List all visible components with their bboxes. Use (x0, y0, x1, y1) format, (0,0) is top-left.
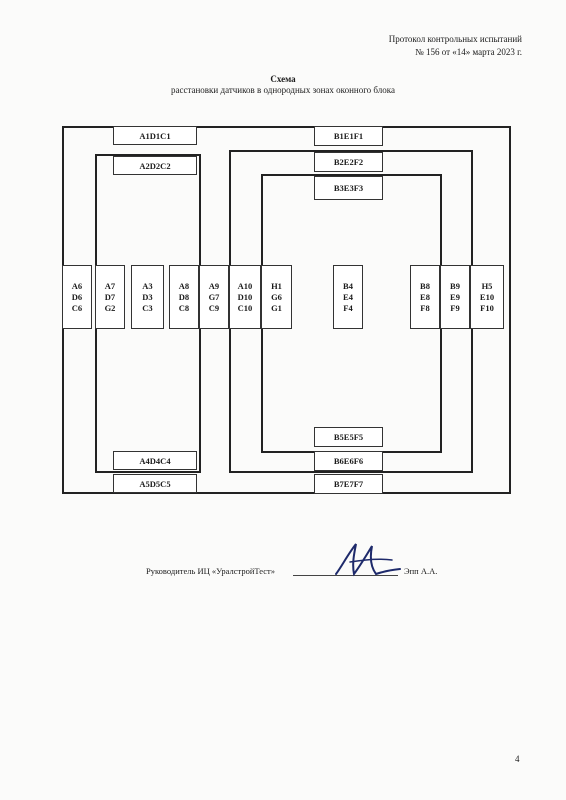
sensor-code: C10 (237, 302, 253, 313)
page-number: 4 (515, 754, 520, 764)
sensor-code: C8 (178, 302, 190, 313)
sensor-label-b7e7f7: B7E7F7 (314, 474, 383, 494)
sensor-code: A7 (104, 280, 116, 291)
sensor-code: B9 (450, 280, 460, 291)
sensor-label-a4d4c4: A4D4C4 (113, 451, 197, 470)
sensor-code: D10 (237, 291, 253, 302)
sensor-code: A10 (237, 280, 253, 291)
sensor-column-a9 (199, 265, 229, 329)
sensor-code: F9 (450, 302, 460, 313)
sensor-code: H5 (481, 280, 493, 291)
sensor-label-a1d1c1: A1D1C1 (113, 126, 197, 145)
sensor-label-a2d2c2: A2D2C2 (113, 156, 197, 175)
signatory-role: Руководитель ИЦ «УралстройТест» (146, 566, 275, 576)
sensor-code: D3 (142, 291, 153, 302)
scheme-title: Схема (270, 74, 296, 84)
sensor-label-b5e5f5: B5E5F5 (314, 427, 383, 447)
sensor-column-a8 (169, 265, 199, 329)
sensor-label-b1e1f1: B1E1F1 (314, 126, 383, 146)
sensor-code: F4 (343, 302, 353, 313)
sensor-code: H1 (271, 280, 282, 291)
sensor-code: G2 (104, 302, 116, 313)
sensor-column-b4 (333, 265, 363, 329)
scheme-subtitle: расстановки датчиков в однородных зонах оконного блока (170, 85, 396, 95)
sensor-code: A3 (142, 280, 153, 291)
sensor-column-a10 (229, 265, 261, 329)
protocol-header (389, 34, 522, 58)
sensor-code: E9 (450, 291, 460, 302)
sensor-label-a5d5c5: A5D5C5 (113, 474, 197, 493)
handwritten-signature (330, 536, 410, 582)
protocol-number-line: № 156 от «14» марта 2023 г. (415, 47, 522, 57)
sensor-code: G7 (208, 291, 220, 302)
sensor-code: F10 (480, 302, 494, 313)
sensor-code: D6 (71, 291, 83, 302)
sensor-code: A9 (208, 280, 220, 291)
sensor-code: A6 (71, 280, 83, 291)
sensor-code: C3 (142, 302, 153, 313)
sensor-column-h5 (470, 265, 504, 329)
sensor-column-b9 (440, 265, 470, 329)
sensor-code: C6 (71, 302, 83, 313)
sensor-code: E8 (420, 291, 430, 302)
sensor-column-a3 (131, 265, 164, 329)
sensor-column-h1 (261, 265, 292, 329)
protocol-title-line: Протокол контрольных испытаний (388, 34, 522, 44)
sensor-column-a6 (62, 265, 92, 329)
signatory-name: Эпп А.А. (404, 566, 438, 576)
sensor-code: C9 (208, 302, 220, 313)
sensor-code: G6 (271, 291, 282, 302)
sensor-code: A8 (178, 280, 190, 291)
sensor-code: E10 (479, 291, 495, 302)
sensor-column-b8 (410, 265, 440, 329)
sensor-code: D7 (104, 291, 116, 302)
sensor-code: D8 (178, 291, 190, 302)
sensor-column-a7 (95, 265, 125, 329)
sensor-code: B4 (343, 280, 353, 291)
sensor-code: F8 (420, 302, 430, 313)
sensor-code: G1 (271, 302, 282, 313)
sensor-label-b2e2f2: B2E2F2 (314, 152, 383, 172)
sensor-code: B8 (420, 280, 430, 291)
sensor-code: E4 (343, 291, 353, 302)
sensor-label-b6e6f6: B6E6F6 (314, 451, 383, 471)
sensor-label-b3e3f3: B3E3F3 (314, 176, 383, 200)
